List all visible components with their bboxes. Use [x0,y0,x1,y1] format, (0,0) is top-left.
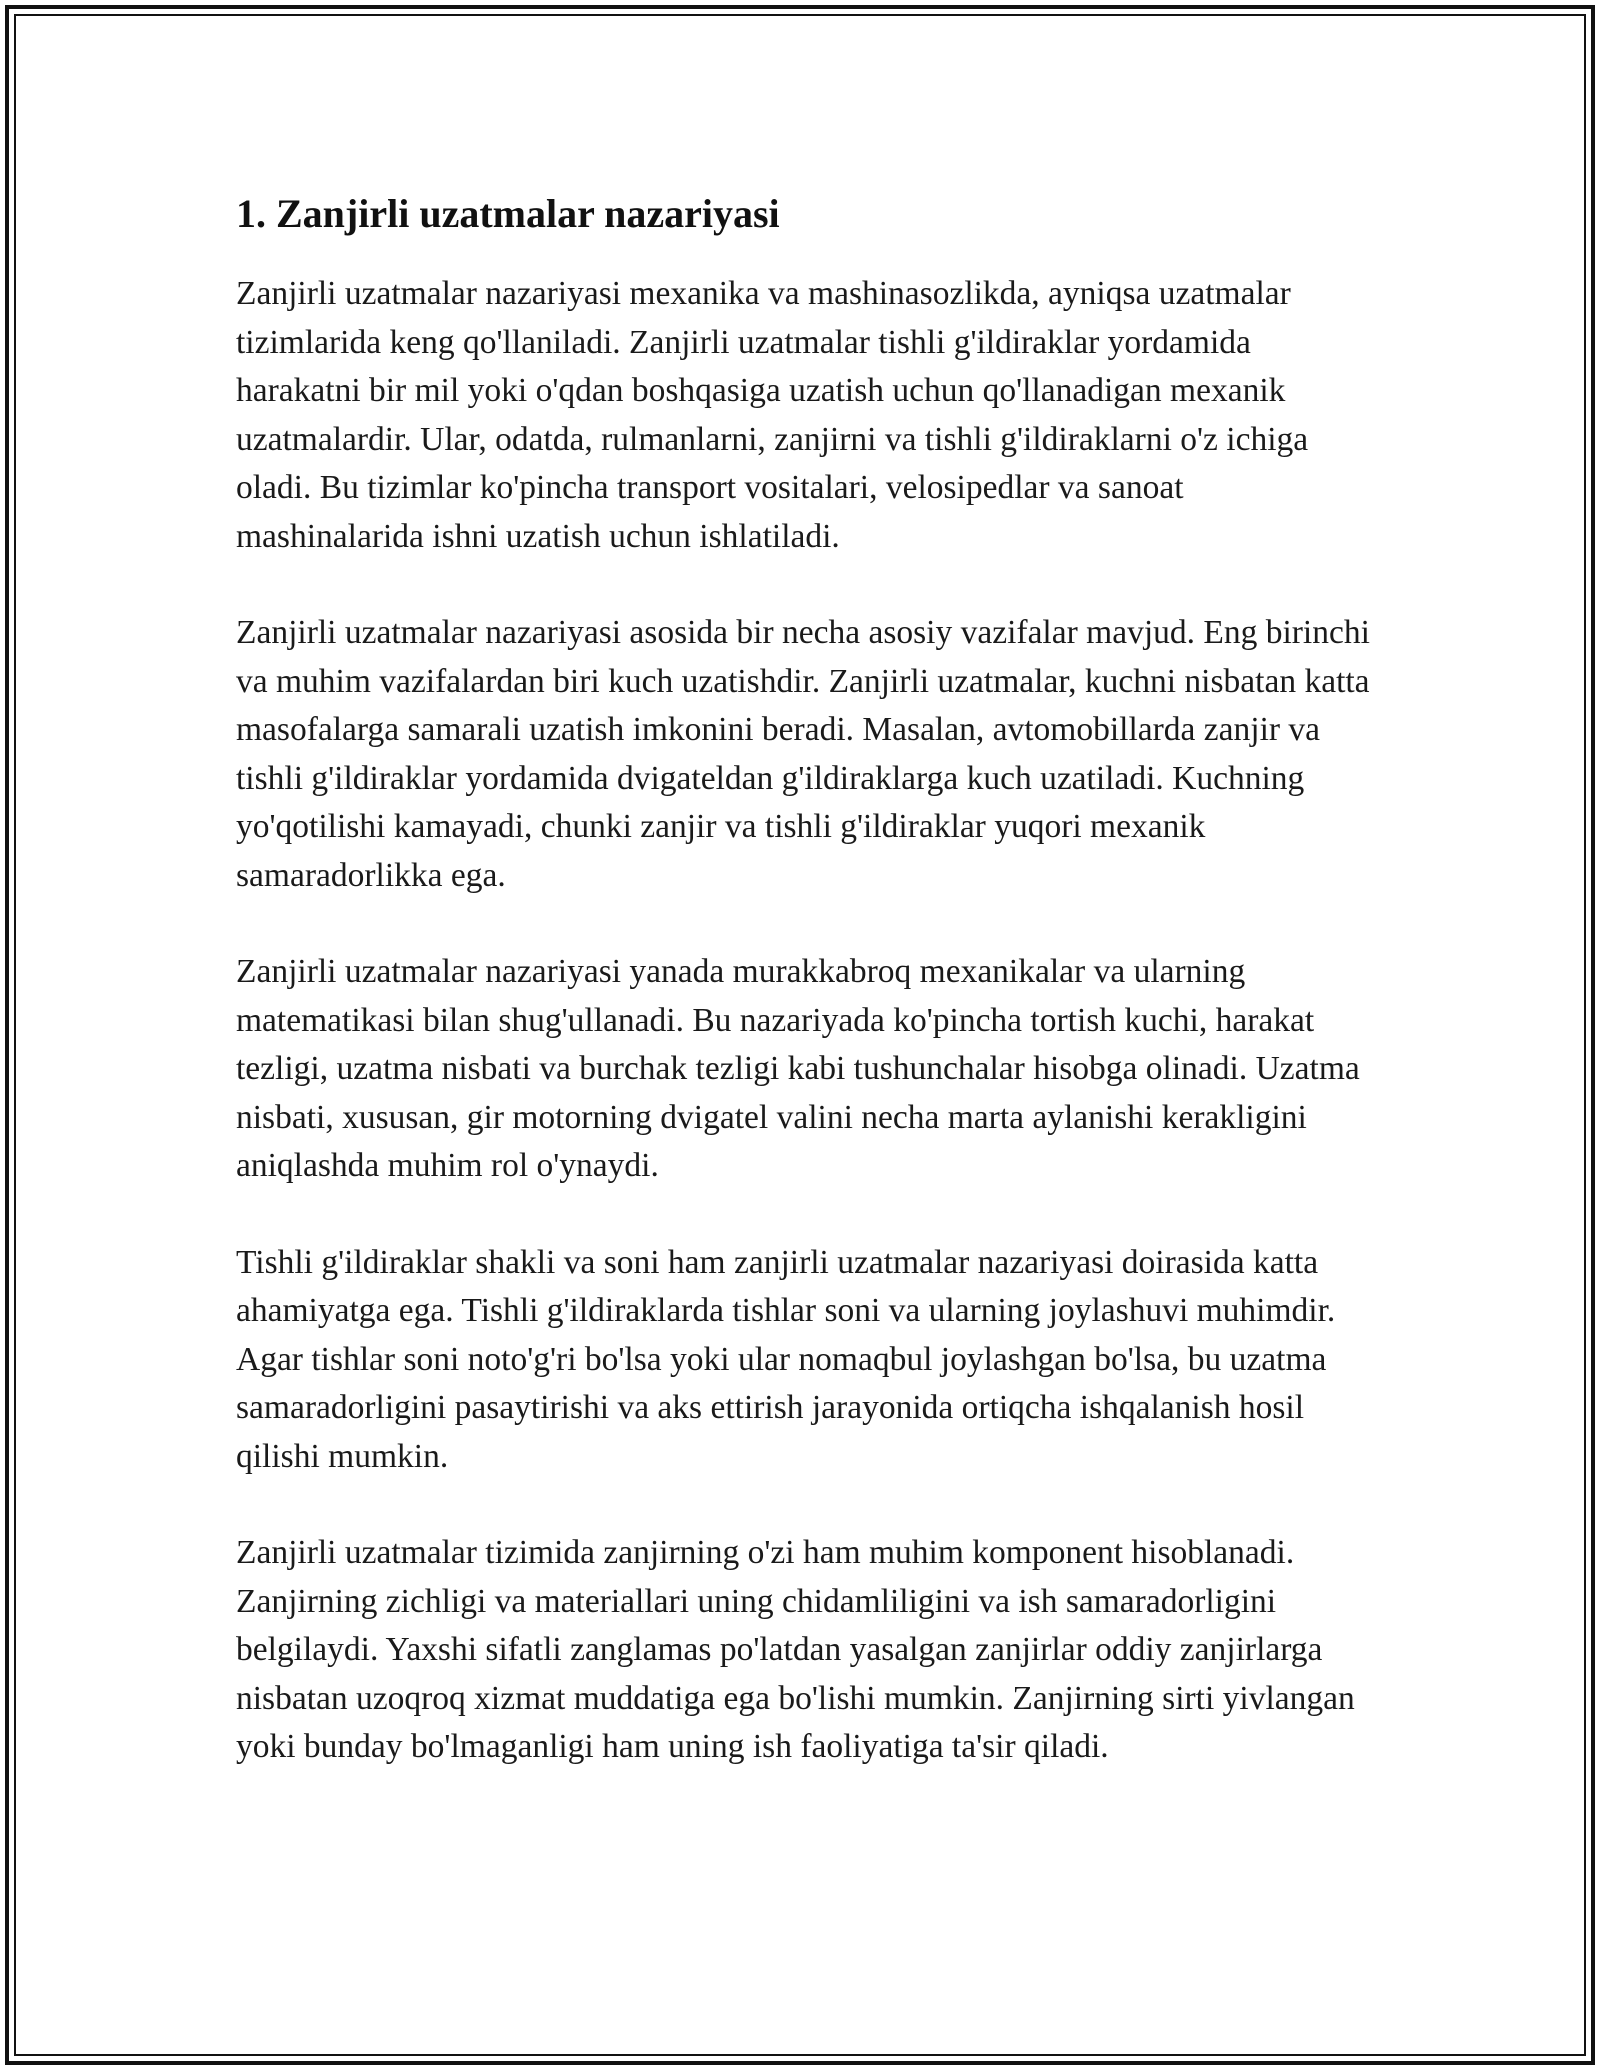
paragraph-1: Zanjirli uzatmalar nazariyasi mexanika va mashinasozlikda, ayniqsa uzatmalar tizimlarida keng qo'llaniladi. Zanjirli uzatmalar tishli g'ildiraklar yordamida harakatni bir mil yoki o'qdan boshqasiga uzatish uchun qo'llanadigan mexanik uzatmalardir. Ular, odatda, rulmanlarni, zanjirni va tishli g'ildiraklarni o'z ichiga oladi. Bu tizimlar ko'pincha transport vositalari, velosipedlar va sanoat mashinalarida ishni uzatish uchun ishlatiladi. [236,275,1309,555]
paragraph-3: Zanjirli uzatmalar nazariyasi yanada murakkabroq mexanikalar va ularning matematikasi bilan shug'ullanadi. Bu nazariyada ko'pincha tortish kuchi, harakat tezligi, uzatma nisbati va burchak tezligi kabi tushunchalar hisobga olinadi. Uzatma nisbati, xususan, gir motorning dvigatel valini necha marta aylanishi kerakligini aniqlashda muhim rol o'ynaydi. [236,953,1360,1184]
paragraph-2: Zanjirli uzatmalar nazariyasi asosida bir necha asosiy vazifalar mavjud. Eng birinchi va muhim vazifalardan biri kuch uzatishdir. Zanjirli uzatmalar, kuchni nisbatan katta masofalarga samarali uzatish imkonini beradi. Masalan, avtomobillarda zanjir va tishli g'ildiraklar yordamida dvigateldan g'ildiraklarga kuch uzatiladi. Kuchning yo'qotilishi kamayadi, chunki zanjir va tishli g'ildiraklar yuqori mexanik samaradorlikka ega. [236,614,1370,894]
document-title: 1. Zanjirli uzatmalar nazariyasi [236,191,780,236]
paragraph-4: Tishli g'ildiraklar shakli va soni ham zanjirli uzatmalar nazariyasi doirasida katta ahamiyatga ega. Tishli g'ildiraklarda tishlar soni va ularning joylashuvi muhimdir. Agar tishlar soni noto'g'ri bo'lsa yoki ular nomaqbul joylashgan bo'lsa, bu uzatma samaradorligini pasaytirishi va aks ettirish jarayonida ortiqcha ishqalanish hosil qilishi mumkin. [236,1243,1336,1475]
paragraph-5: Zanjirli uzatmalar tizimida zanjirning o'zi ham muhim komponent hisoblanadi. Zanjirning zichligi va materiallari uning chidamliligini va ish samaradorligini belgilaydi. Yaxshi sifatli zanglamas po'latdan yasalgan zanjirlar oddiy zanjirlarga nisbatan uzoqroq xizmat muddatiga ega bo'lishi mumkin. Zanjirning sirti yivlangan yoki bunday bo'lmaganligi ham uning ish faoliyatiga ta'sir qiladi. [236,1534,1355,1765]
document-body [236,188,1376,1820]
